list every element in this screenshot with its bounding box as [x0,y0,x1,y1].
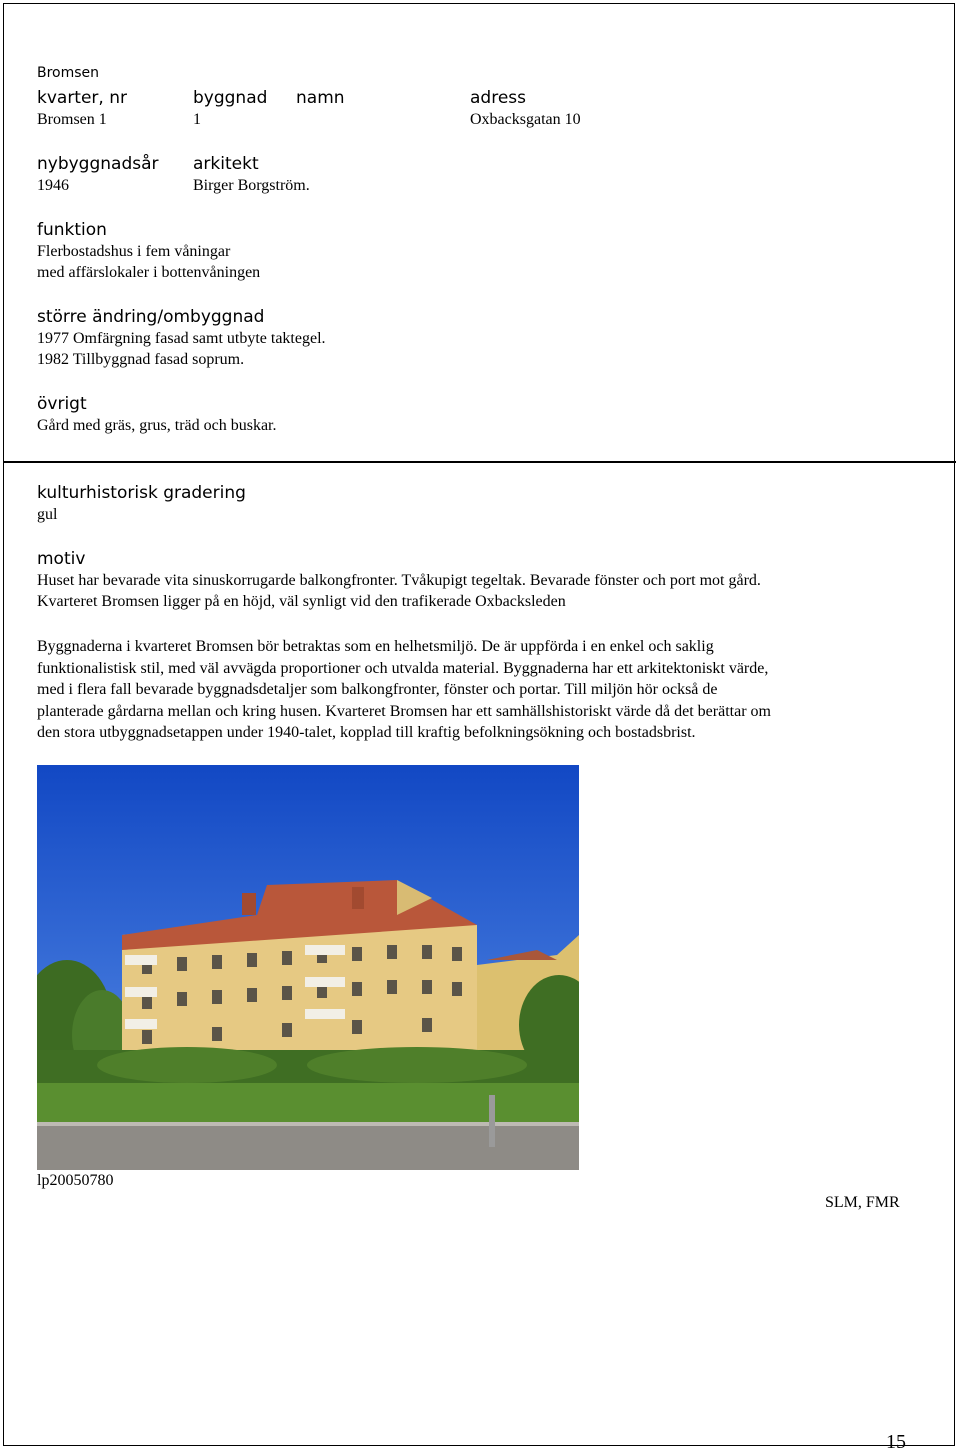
value-motiv-line-2: Kvarteret Bromsen ligger på en höjd, väl synligt vid den trafikerade Oxbacksleden [37,593,566,610]
value-andring-line-1: 1977 Omfärgning fasad samt utbyte taktegel. [37,330,326,347]
label-funktion: funktion [37,220,107,240]
value-adress: Oxbacksgatan 10 [470,111,581,128]
section-divider [4,461,956,463]
label-nybyggnadsar: nybyggnadsår [37,154,159,174]
photo-credit: SLM, FMR [825,1194,900,1211]
label-andring: större ändring/ombyggnad [37,307,265,327]
photo-id: lp20050780 [37,1172,114,1189]
paragraph-line-1: Byggnaderna i kvarteret Bromsen bör betraktas som en helhetsmiljö. De är uppförda i en enkel och saklig [37,638,714,655]
value-arkitekt: Birger Borgström. [193,177,310,194]
building-photo [37,765,579,1170]
label-kvarter: kvarter, nr [37,88,127,108]
value-funktion-line-1: Flerbostadshus i fem våningar [37,243,231,260]
value-gradering: gul [37,506,58,523]
label-byggnad: byggnad [193,88,268,108]
paragraph-line-4: planterade gårdarna mellan och kring husen. Kvarteret Bromsen har ett samhällshistoriskt värde då det berättar om [37,702,771,720]
value-kvarter: Bromsen 1 [37,111,107,128]
value-motiv-line-1: Huset har bevarade vita sinuskorrugarde balkongfronter. Tvåkupigt tegeltak. Bevarade fönster och port mot gård. [37,572,761,589]
paragraph-line-2: funktionalistisk stil, med väl avvägda proportioner och utvalda material. Byggnaderna har ett arkitektoniskt värde, [37,659,769,677]
label-motiv: motiv [37,549,86,569]
value-ovrigt: Gård med gräs, grus, träd och buskar. [37,417,277,434]
label-gradering: kulturhistorisk gradering [37,483,246,503]
value-byggnad: 1 [193,111,201,128]
document-title: Bromsen [37,65,100,81]
label-adress: adress [470,88,526,108]
label-ovrigt: övrigt [37,394,87,414]
paragraph-line-3: med i flera fall bevarade byggnadsdetaljer som balkongfronter, fönster och portar. Till miljön hör också de [37,681,718,698]
page-number: 15 [886,1431,906,1453]
document-page [3,3,955,1453]
label-arkitekt: arkitekt [193,154,259,174]
value-funktion-line-2: med affärslokaler i bottenvåningen [37,264,261,281]
value-andring-line-2: 1982 Tillbyggnad fasad soprum. [37,351,245,368]
value-nybyggnadsar: 1946 [37,177,69,194]
paragraph-line-5: den stora utbyggnadsetappen under 1940-talet, kopplad till kraftig befolkningsökning och bostadsbrist. [37,724,696,741]
label-namn: namn [296,88,345,108]
